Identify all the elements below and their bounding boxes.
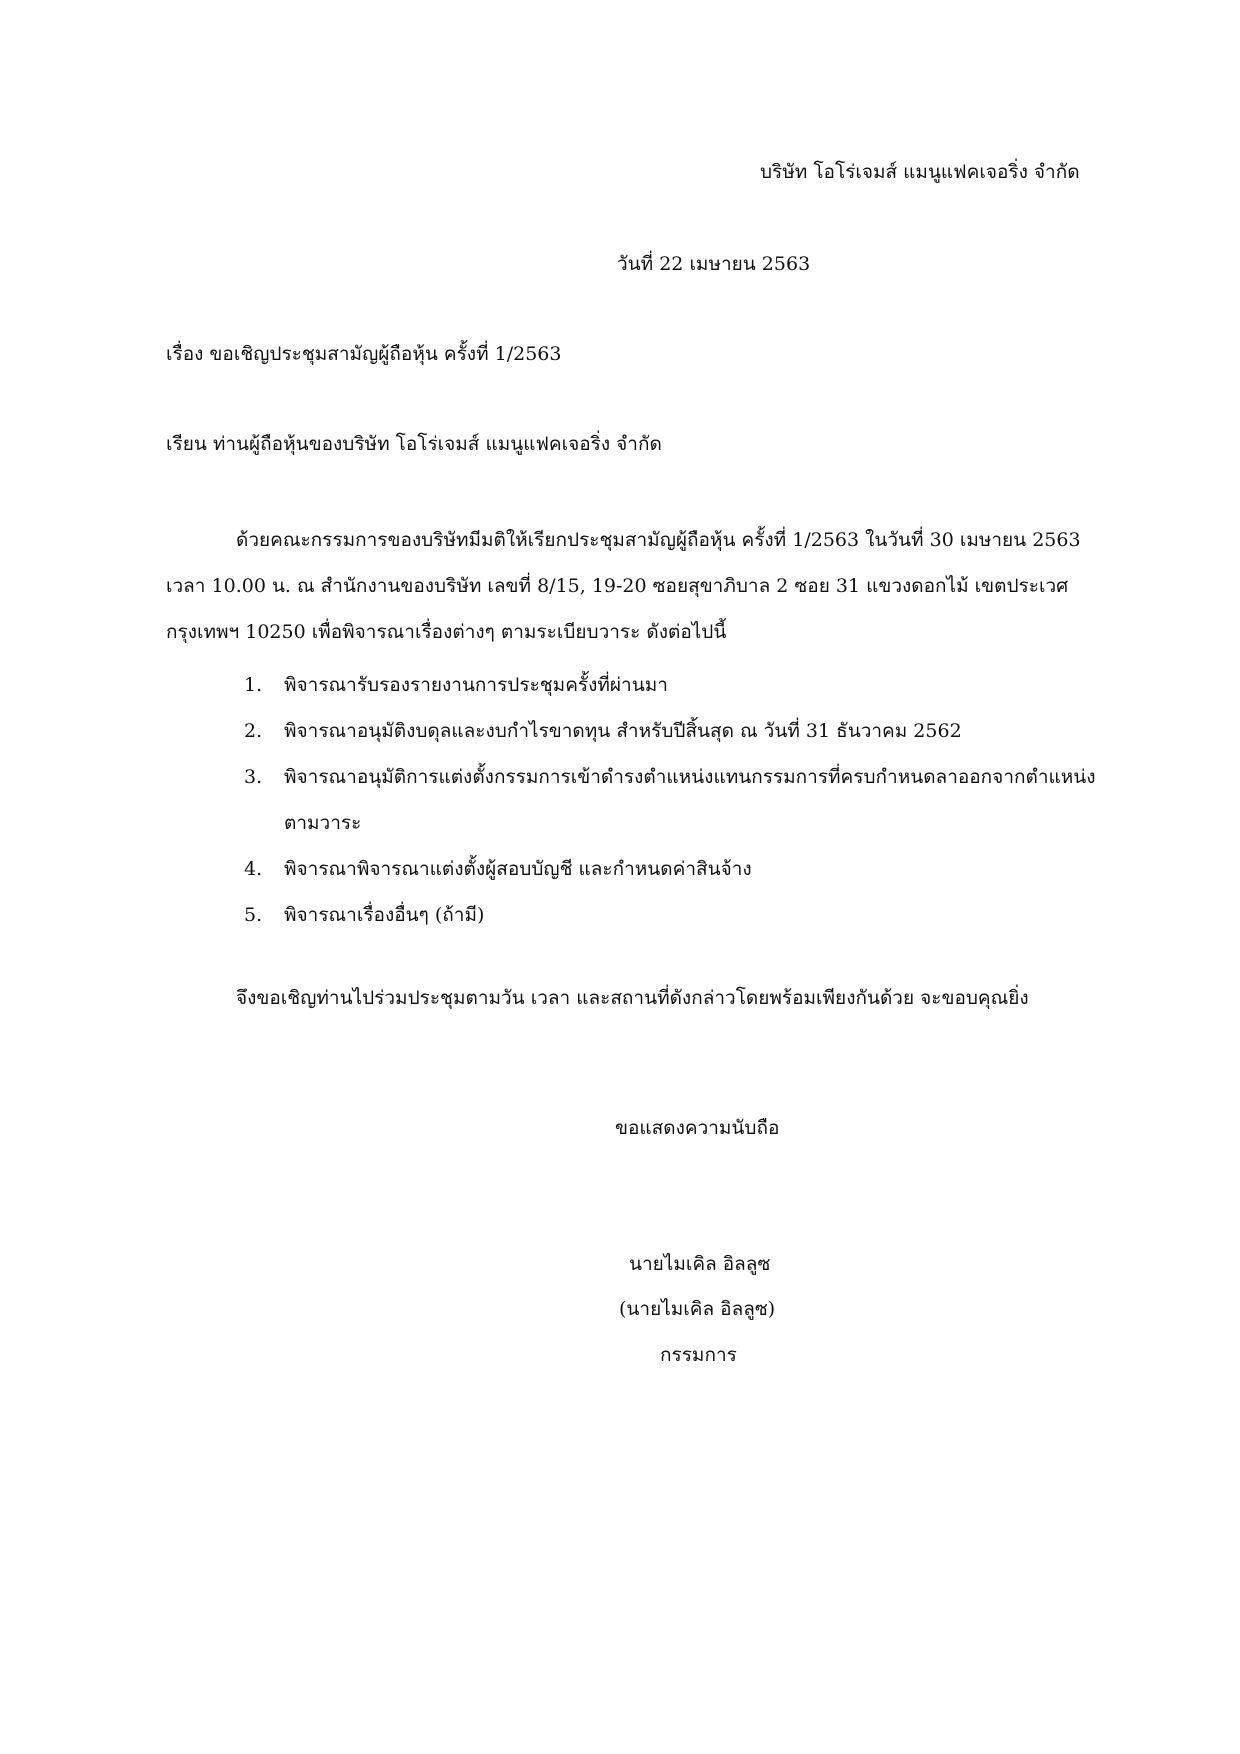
agenda-item xyxy=(244,846,1114,892)
letter-regards: ขอแสดงความนับถือ xyxy=(615,1117,780,1139)
letter-date: วันที่ 22 เมษายน 2563 xyxy=(617,253,811,275)
letter-closing: จึงขอเชิญท่านไปร่วมประชุมตามวัน เวลา และสถานที่ดังกล่าวโดยพร้อมเพียงกันด้วย จะขอบคุณยิ่ง xyxy=(236,987,1029,1009)
agenda-item xyxy=(244,708,1114,754)
agenda-item-text: พิจารณาอนุมัติงบดุลและงบกำไรขาดทุน สำหรับปีสิ้นสุด ณ วันที่ 31 ธันวาคม 2562 xyxy=(284,720,962,742)
letter-body-text: ด้วยคณะกรรมการของบริษัทมีมติให้เรียกประชุมสามัญผู้ถือหุ้น ครั้งที่ 1/2563 ในวันที่ 30 เมษายน 2563 เวลา 10.00 น. ณ สำนักงานของบริษัท เลขที่ 8/15, 19-20 ซอยสุขาภิบาล 2 ซอย 31 แขวงดอกไม้ เขตประเวศ กรุงเทพฯ 10250 เพื่อพิจารณาเรื่องต่างๆ ตามระเบียบวาระ ดังต่อไปนี้ xyxy=(166,529,1081,643)
agenda-list xyxy=(244,662,1114,938)
agenda-item xyxy=(244,662,1114,708)
letter-body xyxy=(166,517,1106,655)
agenda-item xyxy=(244,754,1114,846)
agenda-item-text: พิจารณารับรองรายงานการประชุมครั้งที่ผ่านมา xyxy=(284,674,668,696)
letter-subject: เรื่อง ขอเชิญประชุมสามัญผู้ถือหุ้น ครั้งที่ 1/2563 xyxy=(166,343,562,365)
agenda-item xyxy=(244,892,1114,938)
agenda-item-number: 3. xyxy=(244,766,263,788)
agenda-item-number: 1. xyxy=(244,674,263,696)
agenda-item-number: 2. xyxy=(244,720,263,742)
company-name: บริษัท โอโร่เจมส์ แมนูแฟคเจอริ่ง จำกัด xyxy=(760,161,1080,183)
agenda-item-text: พิจารณาพิจารณาแต่งตั้งผู้สอบบัญชี และกำหนดค่าสินจ้าง xyxy=(284,858,752,880)
signer-name: นายไมเคิล อิลลูซ xyxy=(629,1253,771,1275)
agenda-item-text: พิจารณาอนุมัติการแต่งตั้งกรรมการเข้าดำรงตำแหน่งแทนกรรมการที่ครบกำหนดลาออกจากตำแหน่งตามวาระ xyxy=(284,766,1096,834)
signer-title: กรรมการ xyxy=(660,1344,737,1366)
agenda-item-text: พิจารณาเรื่องอื่นๆ (ถ้ามี) xyxy=(284,904,485,926)
signer-name-parenthesized: (นายไมเคิล อิลลูซ) xyxy=(619,1298,776,1320)
agenda-item-number: 5. xyxy=(244,904,263,926)
letter-salutation: เรียน ท่านผู้ถือหุ้นของบริษัท โอโร่เจมส์ แมนูแฟคเจอริ่ง จำกัด xyxy=(166,433,662,455)
agenda-item-number: 4. xyxy=(244,858,263,880)
